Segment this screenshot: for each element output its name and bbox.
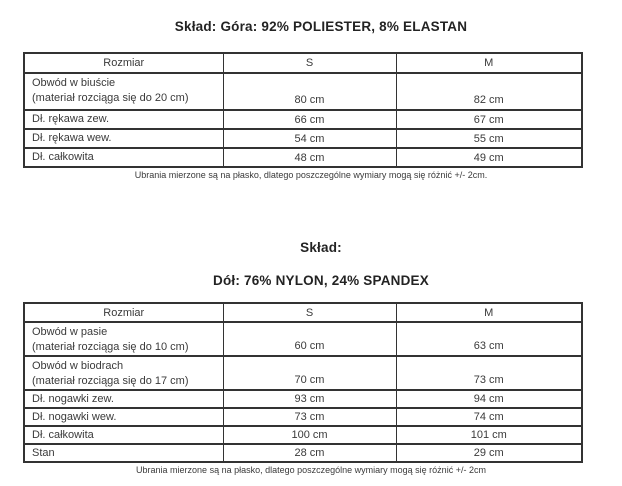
column-header-rozmiar: Rozmiar	[24, 53, 223, 73]
size-s-value-cell: 54 cm	[223, 129, 396, 148]
table-row	[24, 356, 582, 390]
measurement-label-cell	[24, 426, 223, 444]
measurement-label-cell	[24, 110, 223, 129]
measurement-label-line2: (materiał rozciąga się do 10 cm)	[32, 341, 189, 354]
measurement-label-line1: Obwód w pasie	[32, 326, 108, 339]
measurement-label-line1: Dł. nogawki zew.	[32, 392, 114, 405]
measurement-label-line1: Dł. nogawki wew.	[32, 410, 117, 423]
table-row	[24, 444, 582, 462]
table-row	[24, 110, 582, 129]
measurement-label-cell	[24, 73, 223, 110]
size-m-value-cell: 55 cm	[396, 129, 582, 148]
bottom-composition-title: Dół: 76% NYLON, 24% SPANDEX	[213, 273, 429, 289]
size-m-value-cell: 49 cm	[396, 148, 582, 167]
size-m-value-cell: 82 cm	[396, 73, 582, 110]
column-header-size-s: S	[223, 53, 396, 73]
table-row	[24, 73, 582, 110]
measurement-disclaimer-top: Ubrania mierzone są na płasko, dlatego poszczególne wymiary mogą się różnić +/- 2cm.	[134, 170, 488, 181]
measurement-label-line1: Dł. rękawa wew.	[32, 132, 112, 145]
measurement-label-line2: (materiał rozciąga się do 20 cm)	[32, 92, 189, 105]
size-s-value-cell: 73 cm	[223, 408, 396, 426]
bottom-composition-heading: Skład:	[300, 239, 342, 255]
top-composition-title: Skład: Góra: 92% POLIESTER, 8% ELASTAN	[174, 19, 468, 34]
size-m-value-cell: 29 cm	[396, 444, 582, 462]
table-row	[24, 426, 582, 444]
measurement-label-cell	[24, 148, 223, 167]
bottom-size-table	[23, 302, 583, 463]
measurement-label-line1: Dł. rękawa zew.	[32, 113, 110, 126]
size-m-value-cell: 73 cm	[396, 356, 582, 390]
measurement-label-line1: Obwód w biodrach	[32, 360, 124, 373]
size-s-value-cell: 66 cm	[223, 110, 396, 129]
size-s-value-cell: 60 cm	[223, 322, 396, 356]
size-s-value-cell: 70 cm	[223, 356, 396, 390]
measurement-label-line1: Obwód w biuście	[32, 77, 116, 90]
size-s-value-cell: 28 cm	[223, 444, 396, 462]
measurement-label-cell	[24, 390, 223, 408]
measurement-label-cell	[24, 408, 223, 426]
measurement-disclaimer-bottom: Ubrania mierzone są na płasko, dlatego poszczególne wymiary mogą się różnić +/- 2cm	[136, 465, 486, 476]
measurement-label-line1: Dł. całkowita	[32, 151, 94, 164]
top-size-table	[23, 52, 583, 168]
measurement-label-cell	[24, 444, 223, 462]
size-m-value-cell: 94 cm	[396, 390, 582, 408]
table-header-row	[24, 53, 582, 73]
column-header-rozmiar: Rozmiar	[24, 303, 223, 322]
measurement-label-cell	[24, 322, 223, 356]
column-header-size-m: M	[396, 303, 582, 322]
size-s-value-cell: 48 cm	[223, 148, 396, 167]
measurement-label-cell	[24, 129, 223, 148]
column-header-size-s: S	[223, 303, 396, 322]
size-m-value-cell: 74 cm	[396, 408, 582, 426]
column-header-size-m: M	[396, 53, 582, 73]
measurement-label-line2: (materiał rozciąga się do 17 cm)	[32, 375, 189, 388]
size-s-value-cell: 100 cm	[223, 426, 396, 444]
size-s-value-cell: 80 cm	[223, 73, 396, 110]
table-row	[24, 148, 582, 167]
size-m-value-cell: 63 cm	[396, 322, 582, 356]
table-row	[24, 322, 582, 356]
measurement-label-cell	[24, 356, 223, 390]
measurement-label-line1: Stan	[32, 446, 55, 459]
size-s-value-cell: 93 cm	[223, 390, 396, 408]
size-m-value-cell: 67 cm	[396, 110, 582, 129]
table-row	[24, 129, 582, 148]
size-m-value-cell: 101 cm	[396, 426, 582, 444]
measurement-label-line1: Dł. całkowita	[32, 428, 94, 441]
table-header-row	[24, 303, 582, 322]
table-row	[24, 390, 582, 408]
table-row	[24, 408, 582, 426]
